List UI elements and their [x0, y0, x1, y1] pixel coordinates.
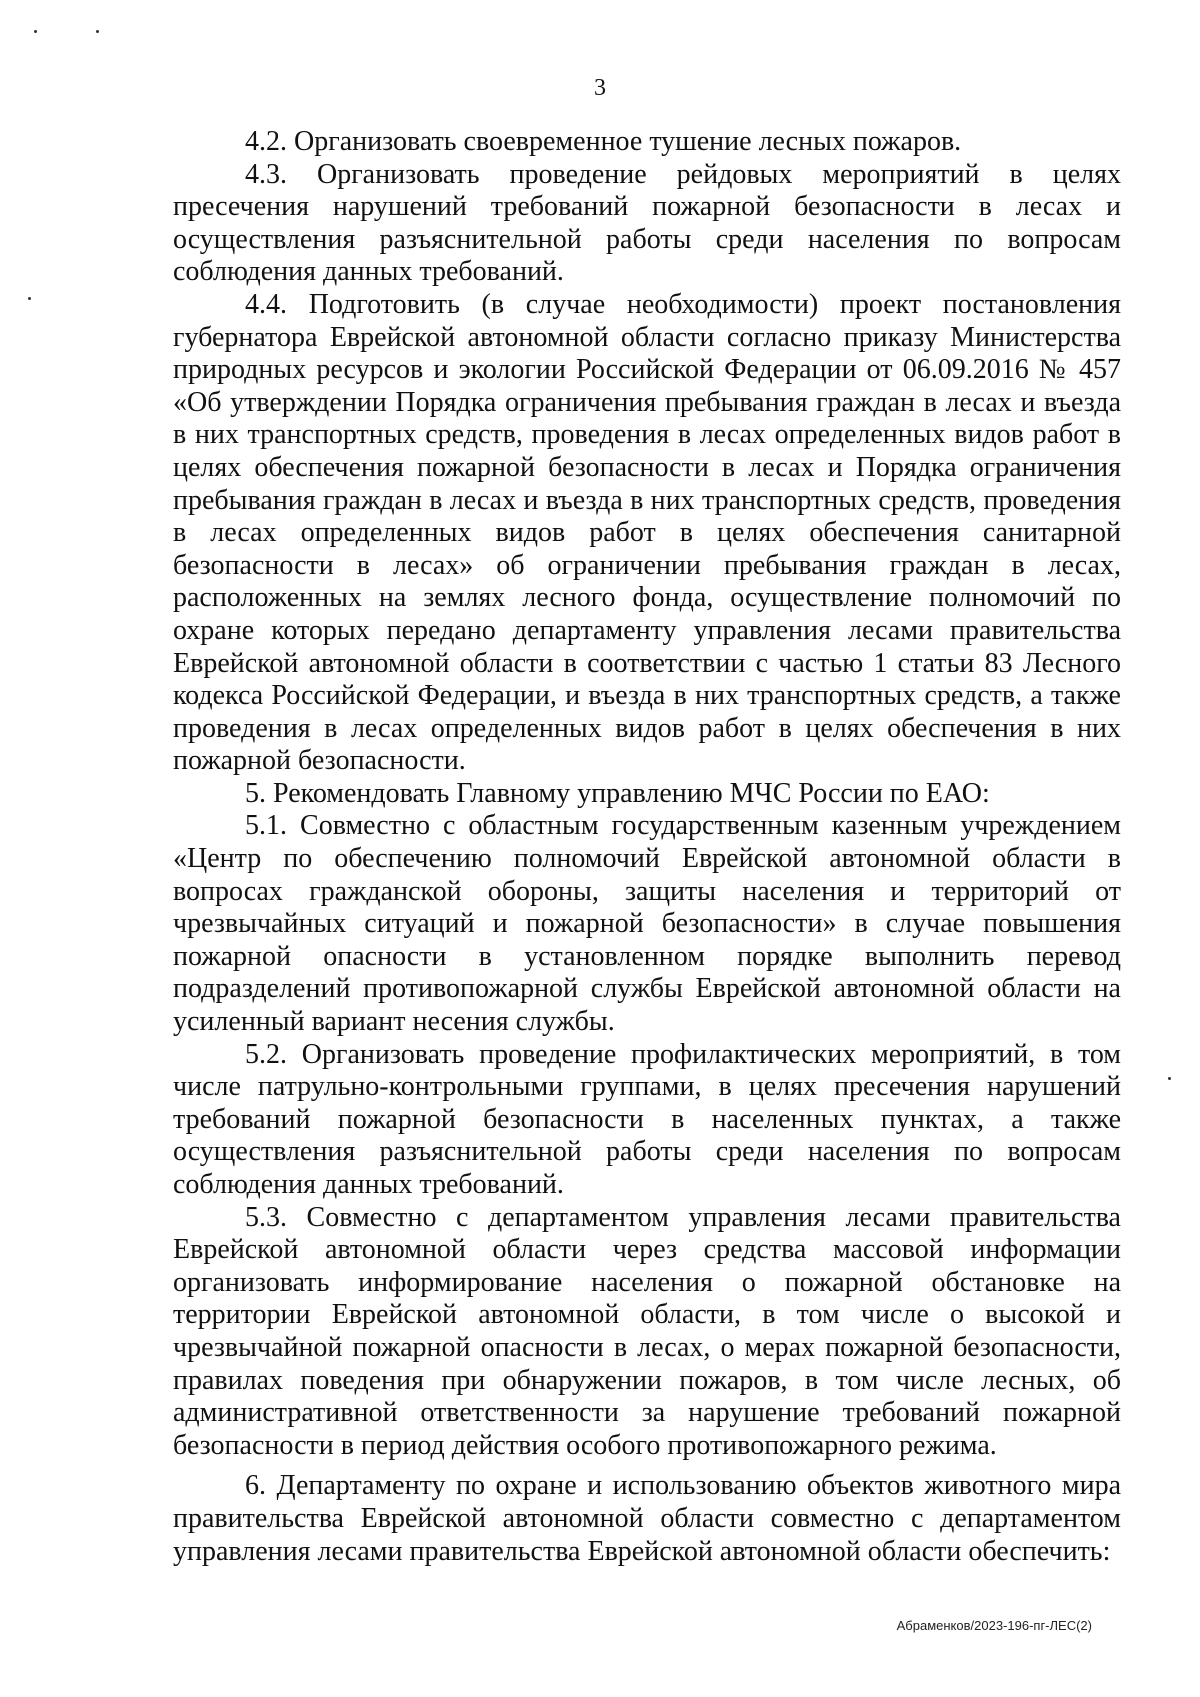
document-id: Абраменков/2023-196-пг-ЛЕС(2): [896, 1618, 1092, 1633]
scan-speck: [28, 297, 31, 300]
scan-speck: [96, 30, 99, 33]
document-body: [173, 126, 1121, 1568]
scan-speck: [1168, 1077, 1171, 1080]
paragraph-6: 6. Департаменту по охране и использованию объектов животного мира правительства Еврейской автономной области совместно с департаментом управления лесами правительства Еврейской автономной области обеспечить:: [173, 1470, 1121, 1567]
paragraph-5-3: 5.3. Совместно с департаментом управления лесами правительства Еврейской автономной области через средства массовой информации организовать информирование населения о пожарной обстановке на территории Еврейской автономной области, в том числе о высокой и чрезвычайной пожарной опасности в лесах, о мерах пожарной безопасности, правилах поведения при обнаружении пожаров, в том числе лесных, об административной ответственности за нарушение требований пожарной безопасности в период действия особого противопожарного режима.: [173, 1201, 1121, 1461]
paragraph-4-4: 4.4. Подготовить (в случае необходимости) проект постановления губернатора Еврейской автономной области согласно приказу Министерства природных ресурсов и экологии Российской Федерации от 06.09.2016 № 457 «Об утверждении Порядка ограничения пребывания граждан в лесах и въезда в них транспортных средств, проведения в лесах определенных видов работ в целях обеспечения пожарной безопасности в лесах и Порядка ограничения пребывания граждан в лесах и въезда в них транспортных средств, проведения в лесах определенных видов работ в целях обеспечения санитарной безопасности в лесах» об ограничении пребывания граждан в лесах, расположенных на землях лесного фонда, осуществление полномочий по охране которых передано департаменту управления лесами правительства Еврейской автономной области в соответствии с частью 1 статьи 83 Лесного кодекса Российской Федерации, и въезда в них транспортных средств, а также проведения в лесах определенных видов работ в целях обеспечения в них пожарной безопасности.: [173, 288, 1121, 777]
page-number: 3: [594, 75, 606, 101]
paragraph-5-1: 5.1. Совместно с областным государственным казенным учреждением «Центр по обеспечению полномочий Еврейской автономной области в вопросах гражданской обороны, защиты населения и территорий от чрезвычайных ситуаций и пожарной безопасности» в случае повышения пожарной опасности в установленном порядке выполнить перевод подразделений противопожарной службы Еврейской автономной области на усиленный вариант несения службы.: [173, 810, 1121, 1038]
paragraph-4-3: 4.3. Организовать проведение рейдовых мероприятий в целях пресечения нарушений требований пожарной безопасности в лесах и осуществления разъяснительной работы среди населения по вопросам соблюдения данных требований.: [173, 158, 1121, 288]
paragraph-5: 5. Рекомендовать Главному управлению МЧС России по ЕАО:: [245, 777, 990, 809]
paragraph-4-2: 4.2. Организовать своевременное тушение лесных пожаров.: [245, 126, 962, 157]
scan-speck: [34, 30, 37, 33]
paragraph-5-2: 5.2. Организовать проведение профилактических мероприятий, в том числе патрульно-контрольными группами, в целях пресечения нарушений требований пожарной безопасности в населенных пунктах, а также осуществления разъяснительной работы среди населения по вопросам соблюдения данных требований.: [173, 1038, 1121, 1200]
